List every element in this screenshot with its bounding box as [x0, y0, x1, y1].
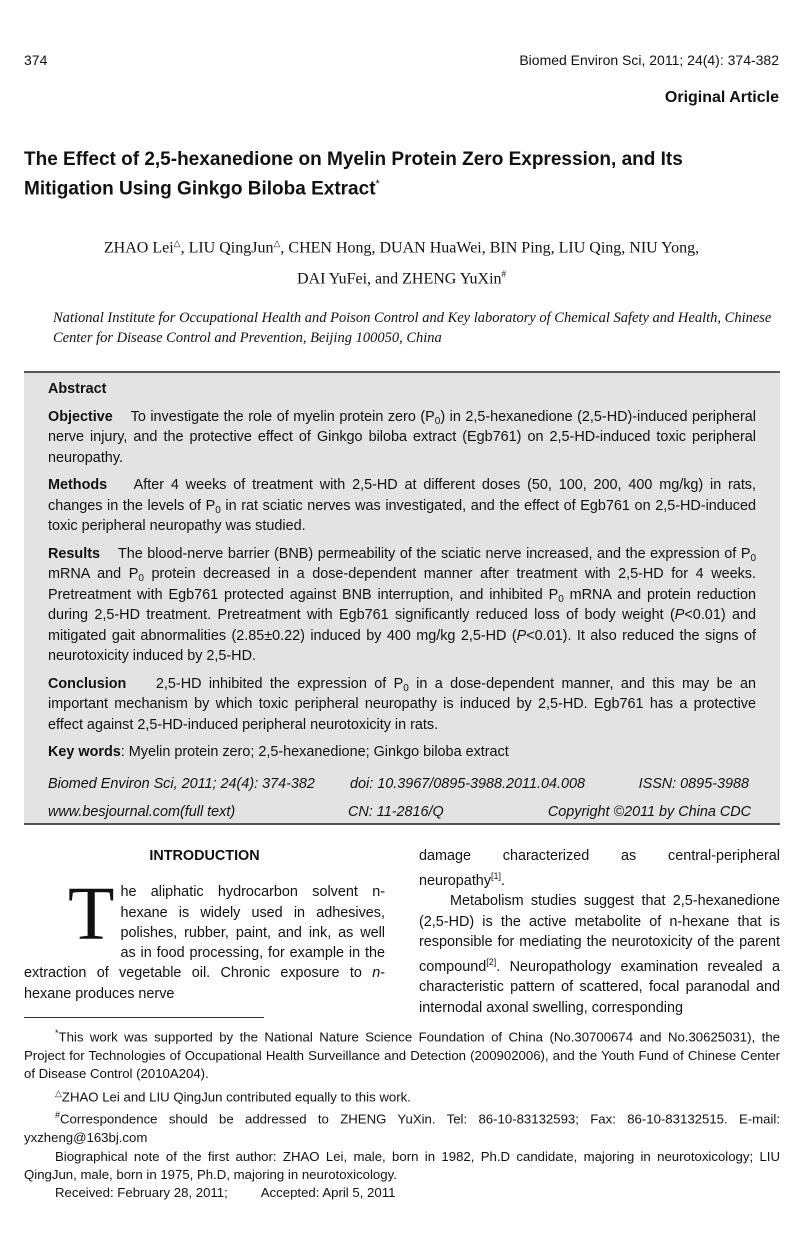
- page-number: 374: [24, 52, 48, 68]
- results-text: The blood-nerve barrier (BNB) permeability of the sciatic nerve increased, and the expression of P: [117, 545, 751, 562]
- results-label: Results: [48, 545, 100, 562]
- footnote-mark: *: [55, 1028, 59, 1038]
- citation-copyright: Copyright ©2011 by China CDC: [547, 804, 751, 820]
- received-date: Received: February 28, 2011;: [55, 1185, 228, 1201]
- citation-cn: CN: 11-2816/Q: [348, 804, 444, 820]
- methods-label: Methods: [48, 477, 108, 493]
- objective-text: ) in 2,5-hexanedione (2,5-HD)-induced peripheral nerve injury, and the protective effect of Ginkgo biloba extract (Egb761) on 2,5-HD-induced toxic peripheral neuropathy.: [48, 408, 756, 466]
- subscript: 0: [138, 573, 144, 584]
- objective-text: To investigate the role of myelin protein zero (P: [130, 408, 435, 425]
- results-text: mRNA and protein reduction during 2,5-HD treatment. Pretreatment with Egb761 significantly reduced loss of body weight (: [48, 586, 757, 623]
- footnote-text: Correspondence should be addressed to ZHENG YuXin. Tel: 86-10-83132593; Fax: 86-10-83132515. E-mail: yxzheng@163bj.com: [24, 1111, 780, 1146]
- author-list-rest-2: DAI YuFei, and ZHENG YuXin: [296, 270, 502, 288]
- footnote-rule: [24, 1017, 264, 1018]
- affiliation: National Institute for Occupational Health and Poison Control and Key laboratory of Chemical Safety and Health, Chinese Center for Disease Control and Prevention, Beijing 100050, China: [53, 310, 772, 346]
- intro-paragraph-2: [419, 891, 780, 1018]
- reference-citation[interactable]: [1]: [491, 871, 502, 882]
- intro-text: Metabolism studies suggest that 2,5-hexanedione (2,5-HD) is the active metabolite of n-hexane that is responsible for mediating the neurotoxicity of the parent compound: [419, 893, 780, 976]
- objective-label: Objective: [48, 408, 113, 425]
- footnotes: [24, 1024, 780, 1203]
- author-zhao-lei: ZHAO Lei: [103, 239, 174, 257]
- conclusion-text: in a dose-dependent manner, and this may be an important mechanism by which toxic peripheral neuropathy is induced by 2,5-HD. Egb761 has a protective effect against 2,5-HD-induced peripheral neurotoxicity in rats.: [48, 675, 756, 733]
- abstract-conclusion: [48, 674, 756, 736]
- footnote-mark: △: [55, 1087, 62, 1098]
- footnote-correspondence: [24, 1106, 780, 1147]
- body-right-column: [419, 846, 780, 1018]
- subscript: 0: [434, 415, 441, 427]
- article-title: [24, 147, 774, 201]
- abstract-objective: [48, 407, 756, 469]
- subscript: 0: [750, 552, 757, 564]
- abstract-bottom-rule: [24, 823, 780, 825]
- title-footnote-mark: *: [375, 178, 380, 190]
- conclusion-label: Conclusion: [48, 675, 127, 692]
- subscript: 0: [558, 593, 564, 605]
- conclusion-text: 2,5-HD inhibited the expression of P: [155, 675, 404, 692]
- journal-website-link[interactable]: www.besjournal.com(full text): [48, 804, 236, 820]
- intro-text: .: [501, 873, 506, 890]
- subscript: 0: [215, 504, 221, 516]
- keywords-label: Key words: [48, 744, 121, 760]
- footnote-funding: [24, 1024, 780, 1084]
- footnote-biographical: Biographical note of the first author: ZHAO Lei, male, born in 1982, Ph.D candidate, majoring in neurotoxicology; LIU QingJun, male, born in 1975, Ph.D, majoring in neurotoxicology.: [24, 1148, 780, 1183]
- results-text: protein decreased in a dose-dependent manner after treatment with 2,5-HD for 4 weeks. Pretreatment with Egb761 protected against BNB interruption, and inhibited P: [48, 566, 756, 603]
- citation-journal: Biomed Environ Sci, 2011; 24(4): 374-382: [48, 776, 315, 792]
- correspondence-mark: #: [501, 269, 507, 280]
- methods-text: in rat sciatic nerves was investigated, and the effect of Egb761 on 2,5-HD-induced toxic peripheral neuropathy was studied.: [48, 497, 756, 534]
- intro-text: . Neuropathology examination revealed a characteristic pattern of scattered, focal paranodal and internodal axonal swelling, corresponding: [419, 959, 780, 1016]
- abstract-results: [48, 544, 756, 667]
- results-text: mRNA and P: [48, 566, 139, 582]
- footnote-dates: [24, 1184, 780, 1202]
- intro-text: he aliphatic hydrocarbon solvent n-hexane is widely used in adhesives, polishes, rubber, paint, and ink, as well as in food processing, for example in the extraction of vegetable oil. Chronic exposure to: [24, 884, 385, 982]
- results-text: <0.01). It also reduced the signs of neurotoxicity induced by 2,5-HD.: [48, 627, 756, 664]
- introduction-heading: INTRODUCTION: [149, 848, 260, 864]
- author-line-1: ZHAO Lei△, LIU QingJun△, CHEN Hong, DUAN HuaWei, BIN Ping, LIU Qing, NIU Yong,: [103, 238, 700, 257]
- author-list: [30, 230, 773, 293]
- author-liu-qingjun: LIU QingJun: [188, 239, 274, 257]
- equal-contribution-mark: △: [273, 238, 281, 248]
- journal-reference: Biomed Environ Sci, 2011; 24(4): 374-382: [519, 52, 779, 68]
- results-text: <0.01) and mitigated gait abnormalities (2.85±0.22) induced by 400 mg/kg 2,5-HD (: [48, 607, 756, 644]
- intro-text: -hexane produces nerve: [24, 965, 385, 1002]
- footnote-text: This work was supported by the National Nature Science Foundation of China (No.30700674 and No.30625031), the Project for Technologies of Occupational Health Surveillance and Detection (200902006), and the Youth Fund of Chinese Center of Disease Control (2010A204).: [24, 1029, 780, 1082]
- article-type-label: Original Article: [664, 89, 779, 106]
- footnote-text: ZHAO Lei and LIU QingJun contributed equally to this work.: [61, 1089, 411, 1104]
- title-text: The Effect of 2,5-hexanedione on Myelin Protein Zero Expression, and Its Mitigation Using Ginkgo Biloba Extract: [24, 149, 683, 200]
- p-value-symbol: P: [516, 627, 527, 644]
- intro-paragraph: [24, 872, 385, 1004]
- body-left-column: [24, 846, 385, 1004]
- author-line-2: [30, 261, 773, 292]
- equal-contribution-mark: △: [173, 238, 181, 248]
- keywords-text: : Myelin protein zero; 2,5-hexanedione; Ginkgo biloba extract: [120, 744, 509, 760]
- drop-cap: T: [68, 872, 115, 957]
- author-list-rest-1: CHEN Hong, DUAN HuaWei, BIN Ping, LIU Qing, NIU Yong,: [288, 239, 700, 257]
- intro-text: damage characterized as central-peripheral neuropathy: [419, 848, 780, 890]
- p-value-symbol: P: [674, 607, 685, 623]
- abstract: [48, 379, 756, 770]
- abstract-methods: [48, 475, 756, 537]
- accepted-date: Accepted: April 5, 2011: [260, 1185, 396, 1201]
- abstract-heading: Abstract: [48, 381, 107, 397]
- intro-italic: n: [372, 965, 381, 982]
- subscript: 0: [403, 682, 409, 694]
- reference-citation[interactable]: [2]: [486, 957, 497, 968]
- footnote-equal-contribution: [24, 1084, 780, 1107]
- citation-doi: doi: 10.3967/0895-3988.2011.04.008: [350, 776, 585, 792]
- abstract-keywords: [48, 742, 756, 763]
- methods-text: After 4 weeks of treatment with 2,5-HD at different doses (50, 100, 200, 400 mg/kg) in rats, changes in the levels of P: [48, 477, 757, 514]
- citation-issn: ISSN: 0895-3988: [638, 776, 749, 792]
- intro-continuation: [419, 846, 780, 891]
- footnote-mark: #: [55, 1110, 61, 1121]
